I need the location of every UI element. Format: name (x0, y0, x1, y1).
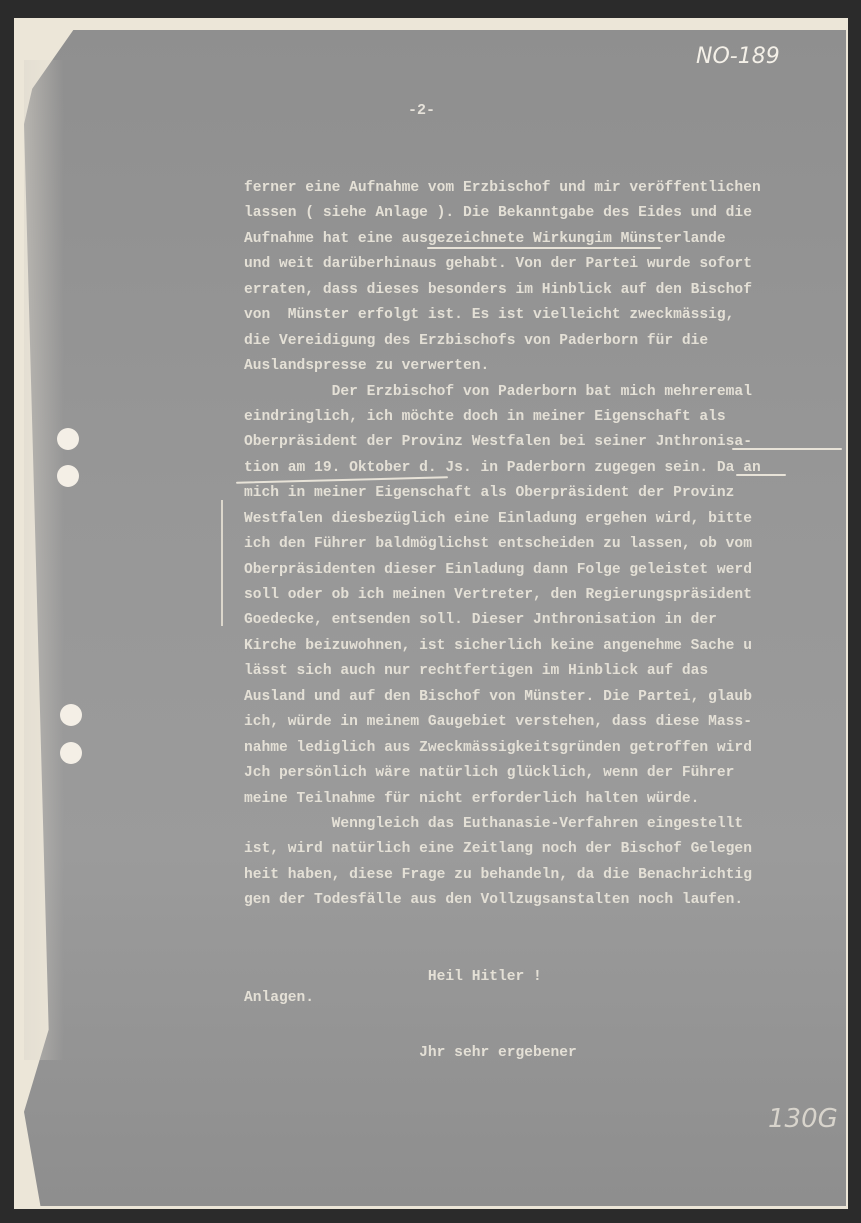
body-line: heit haben, diese Frage zu behandeln, da die Benachrichtig (244, 866, 752, 883)
body-line: und weit darüberhinaus gehabt. Von der Partei wurde sofort (244, 256, 752, 273)
body-line: soll oder ob ich meinen Vertreter, den Regierungspräsident (244, 587, 752, 603)
body-line: Auslandspresse zu verwerten. (244, 358, 490, 375)
body-line: die Vereidigung des Erzbischofs von Paderborn für die (244, 332, 709, 349)
body-line: Der Erzbischof von Paderborn bat mich mehreremal (244, 383, 752, 400)
body-line: Westfalen diesbezüglich eine Einladung ergehen wird, bitte (244, 510, 752, 527)
body-line: Goedecke, entsenden soll. Dieser Jnthronisation in der (244, 612, 717, 629)
body-line: Wenngleich das Euthanasie-Verfahren eingestellt (244, 815, 744, 832)
body-line: ferner eine Aufnahme vom Erzbischof und mir veröffentlichen (244, 180, 761, 196)
closing-line: Jhr sehr ergebener (244, 1045, 577, 1062)
body-line: Kirche beizuwohnen, ist sicherlich keine angenehme Sache u (244, 637, 752, 654)
body-line: gen der Todesfälle aus den Vollzugsanstalten noch laufen. (244, 892, 744, 909)
body-line: nahme lediglich aus Zweckmässigkeitsgründen getroffen wird (244, 739, 752, 756)
body-line: eindringlich, ich möchte doch in meiner Eigenschaft als (244, 408, 726, 425)
body-line: Oberpräsident der Provinz Westfalen bei seiner Jnthronisa- (244, 434, 752, 451)
body-line: Aufnahme hat eine ausgezeichnete Wirkungim Münsterlande (244, 230, 726, 247)
margin-shadow (24, 60, 64, 1060)
body-line: lässt sich auch nur rechtfertigen im Hinblick auf das (244, 663, 709, 680)
margin-marking (221, 500, 223, 626)
enclosures-note: Anlagen. (244, 990, 315, 1006)
page-number: -2- (408, 102, 436, 119)
body-line: ist, wird natürlich eine Zeitlang noch der Bischof Gelegen (244, 841, 752, 858)
punch-hole (60, 704, 82, 726)
letter-body (244, 176, 844, 914)
body-line: lassen ( siehe Anlage ). Die Bekanntgabe des Eides und die (244, 205, 752, 222)
body-line: erraten, dass dieses besonders im Hinblick auf den Bischof (244, 281, 752, 298)
body-line: Ausland und auf den Bischof von Münster. Die Partei, glaub (244, 688, 752, 705)
body-line: ich den Führer baldmöglichst entscheiden zu lassen, ob vom (244, 536, 752, 553)
body-line: tion am 19. Oktober d. Js. in Paderborn zugegen sein. Da an (244, 459, 761, 476)
body-line: mich in meiner Eigenschaft als Oberpräsident der Provinz (244, 485, 735, 502)
punch-hole (60, 742, 82, 764)
punch-hole (57, 465, 79, 487)
closing-line: Heil Hitler ! (244, 968, 542, 985)
body-line: ich, würde in meinem Gaugebiet verstehen, dass diese Mass- (244, 714, 752, 731)
punch-hole (57, 428, 79, 450)
body-line: meine Teilnahme für nicht erforderlich halten würde. (244, 790, 700, 807)
file-number: NO-189 (696, 44, 780, 69)
archive-stamp: 130G (768, 1104, 838, 1134)
body-line: von Münster erfolgt ist. Es ist vielleicht zweckmässig, (244, 307, 735, 324)
body-line: Oberpräsidenten dieser Einladung dann Folge geleistet werd (244, 561, 752, 578)
body-line: Jch persönlich wäre natürlich glücklich, wenn der Führer (244, 765, 735, 782)
